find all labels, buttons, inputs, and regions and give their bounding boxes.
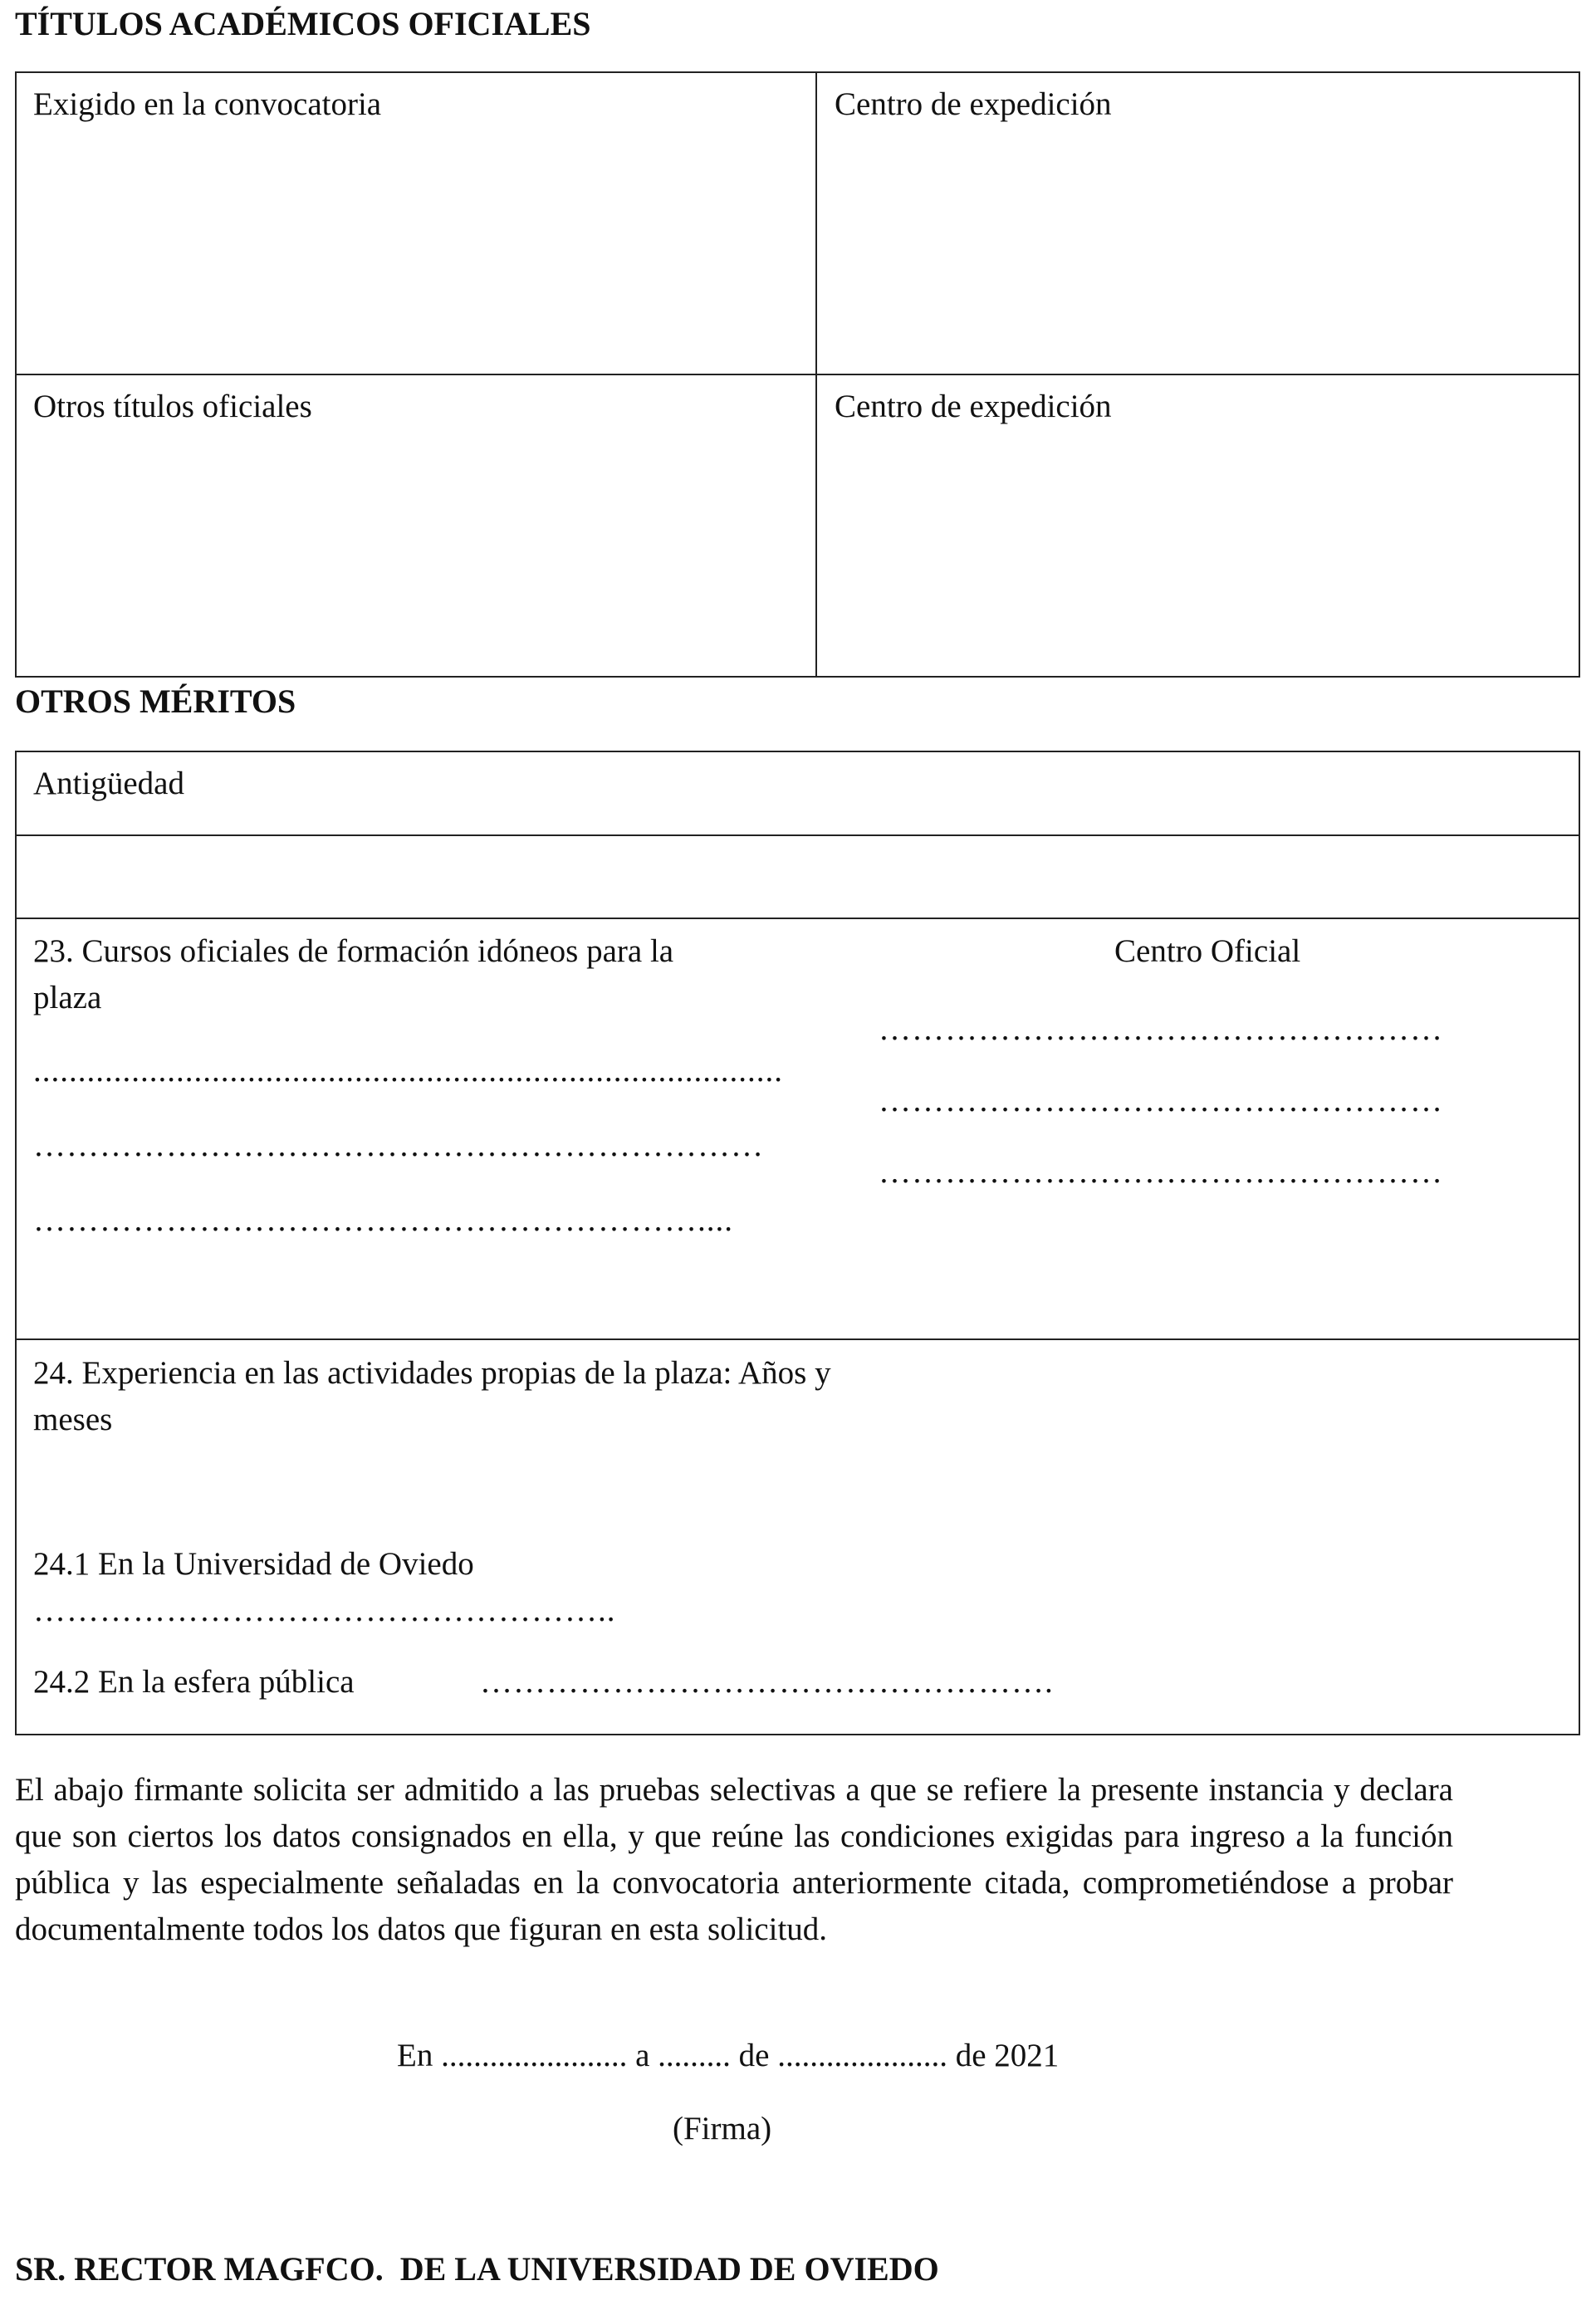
signature-label: (Firma) [673,2111,772,2146]
cursos-right-dots-2: …………………………………………… [879,1083,1443,1118]
titulos-heading: TÍTULOS ACADÉMICOS OFICIALES [15,5,591,42]
meritos-divider-1 [15,834,1580,836]
exigido-label: Exigido en la convocatoria [33,86,382,122]
declaration-paragraph: El abajo firmante solicita ser admitido a las pruebas selectivas a que se refiere la presente instancia y declara que son ciertos los datos consignados en ella, y que reúne las condiciones exigidas para ingreso a la función pública y las especialmente señaladas en la convocatoria anteriormente citada, comprometiéndose a probar documentalmente todos los datos que figuran en esta solicitud. [15,1772,1453,1947]
titulos-row-divider [15,374,1580,375]
addressee-heading: SR. RECTOR MAGFCO. DE LA UNIVERSIDAD DE OVIEDO [15,2250,939,2288]
antiguedad-label: Antigüedad [33,766,184,801]
cursos-label-line1: 23. Cursos oficiales de formación idóneos para la [33,933,674,969]
meritos-divider-2 [15,918,1580,919]
experiencia-label-line1: 24. Experiencia en las actividades propias de la plaza: Años y [33,1355,831,1391]
cursos-right-dots-1: …………………………………………… [879,1011,1443,1047]
esfera-publica-label: 24.2 En la esfera pública [33,1664,355,1700]
cursos-right-dots-3: …………………………………………… [879,1154,1443,1190]
experiencia-label-line2: meses [33,1402,113,1437]
otros-titulos-label: Otros títulos oficiales [33,389,312,424]
date-line: En ....................... a ......... de ..................... de 2021 [397,2038,1060,2073]
centro-oficial-label: Centro Oficial [1114,933,1301,969]
cursos-left-dots-1: .................................................................................... [33,1053,783,1089]
centro-expedicion-label-2: Centro de expedición [835,389,1112,424]
universidad-oviedo-label: 24.1 En la Universidad de Oviedo [33,1546,474,1582]
esfera-publica-dots: ……………………………………………. [480,1664,1054,1700]
otros-meritos-heading: OTROS MÉRITOS [15,683,296,720]
cursos-left-dots-2: ………………………………………………………… [33,1128,764,1163]
centro-expedicion-label-1: Centro de expedición [835,86,1112,122]
cursos-label-line2: plaza [33,980,102,1015]
universidad-oviedo-dots: …………………………………………….. [33,1593,616,1628]
cursos-left-dots-3: …………………………………………………….... [33,1202,733,1238]
meritos-divider-3 [15,1338,1580,1340]
